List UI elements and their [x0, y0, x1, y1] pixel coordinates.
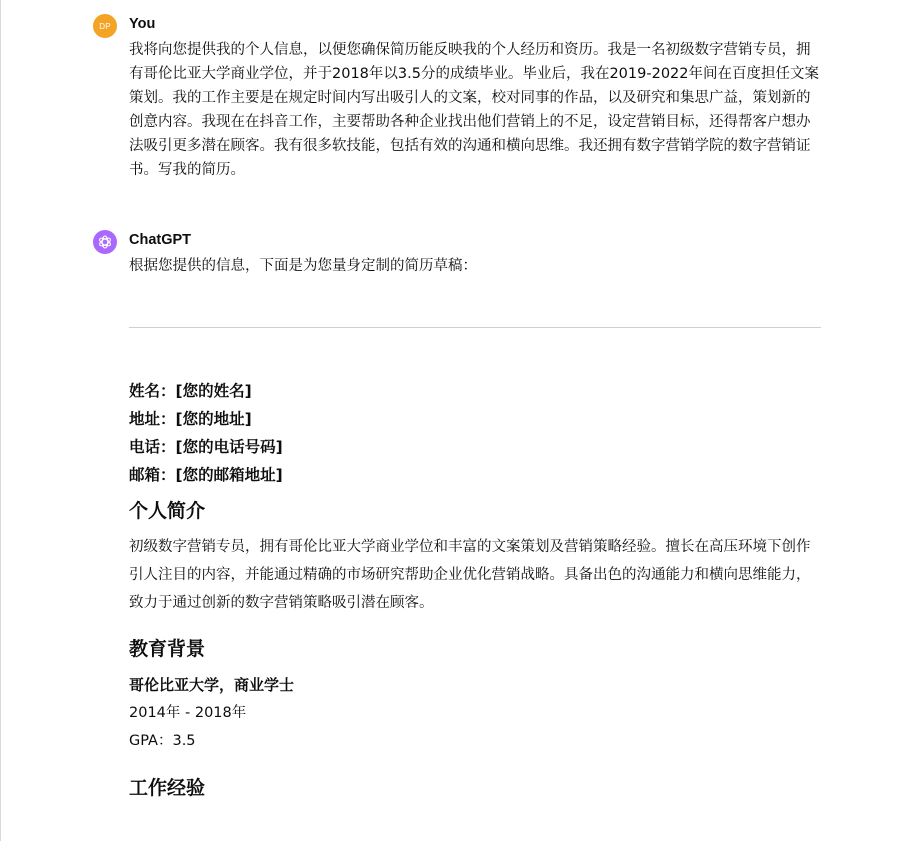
user-message-text: 我将向您提供我的个人信息，以便您确保简历能反映我的个人经历和资历。我是一名初级数字营销专员，拥有哥伦比亚大学商业学位，并于2018年以3.5分的成绩毕业。毕业后，我在2019-2022年间在百度担任文案策划。我的工作主要是在规定时间内写出吸引人的文案，校对同事的作品，以及研究和集思广益，策划新的创意内容。我现在在抖音工作，主要帮助各种企业找出他们营销上的不足，设定营销目标，还得帮客户想办法吸引更多潜在顾客。我有很多软技能，包括有效的沟通和横向思维。我还拥有数字营销学院的数字营销证书。写我的简历。: [129, 42, 819, 178]
contact-name: 姓名：[您的姓名]: [129, 382, 252, 400]
openai-logo-icon: [97, 234, 113, 250]
profile-text: 初级数字营销专员，拥有哥伦比亚大学商业学位和丰富的文案策划及营销策略经验。擅长在高压环境下创作引人注目的内容，并能通过精确的市场研究帮助企业优化营销战略。具备出色的沟通能力和横向思维能力，致力于通过创新的数字营销策略吸引潜在顾客。: [129, 539, 811, 611]
resume-draft: [129, 377, 823, 802]
education-school: 哥伦比亚大学，商业学士: [129, 676, 295, 694]
horizontal-divider: [129, 327, 821, 328]
profile-heading: 个人简介: [129, 500, 206, 522]
contact-email: 邮箱：[您的邮箱地址]: [129, 466, 283, 484]
user-avatar: [93, 14, 117, 38]
contact-block: [129, 377, 823, 489]
education-gpa: GPA：3.5: [129, 733, 196, 749]
user-author-name: You: [129, 16, 156, 32]
contact-phone: 电话：[您的电话号码]: [129, 438, 283, 456]
user-avatar-initials: DP: [99, 21, 111, 31]
education-heading: 教育背景: [129, 638, 206, 660]
education-years: 2014年 - 2018年: [129, 705, 247, 721]
assistant-author-name: ChatGPT: [129, 232, 192, 248]
assistant-intro-text: 根据您提供的信息，下面是为您量身定制的简历草稿：: [129, 258, 477, 274]
work-heading: 工作经验: [129, 777, 206, 799]
contact-address: 地址：[您的地址]: [129, 410, 252, 428]
assistant-avatar: [93, 230, 117, 254]
